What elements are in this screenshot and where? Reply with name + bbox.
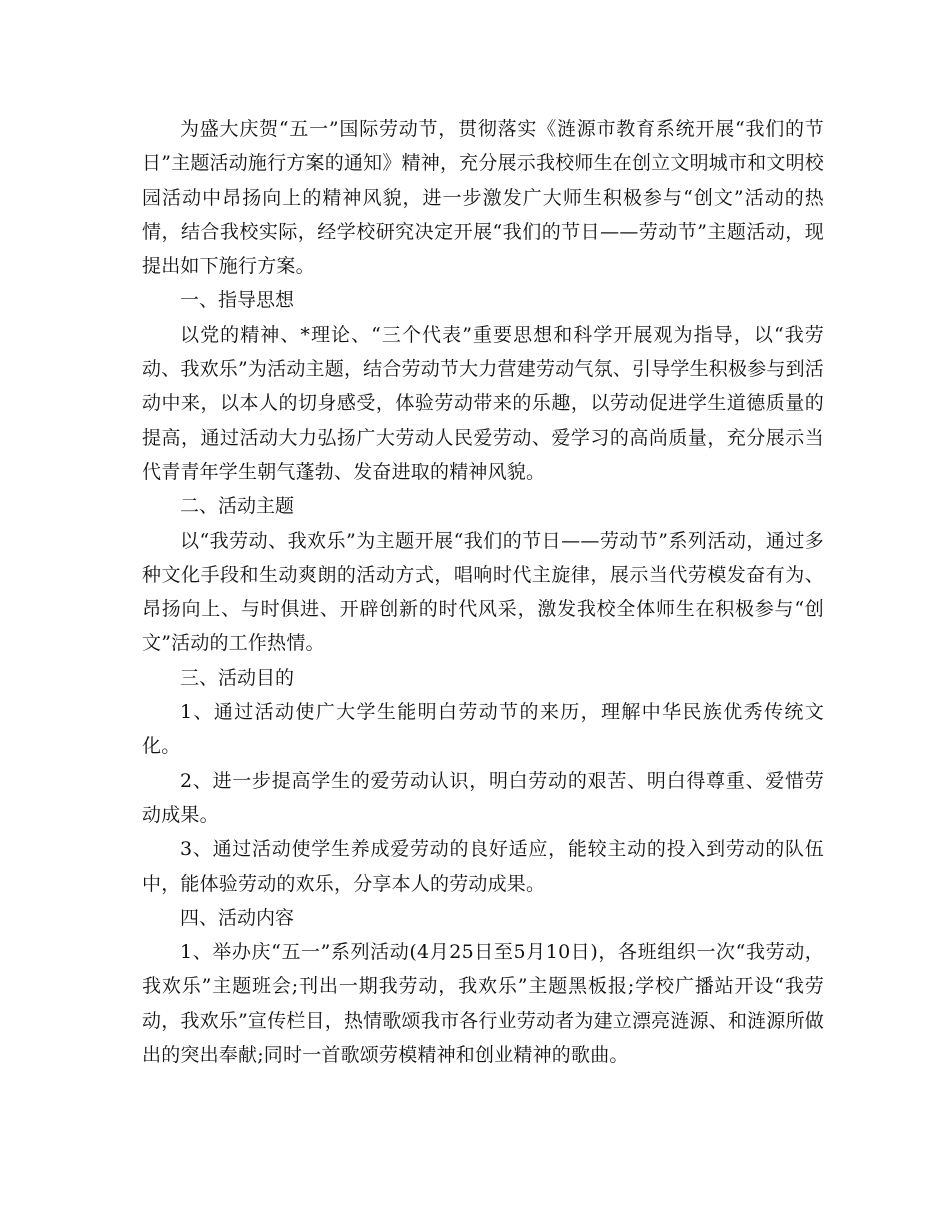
section-heading-activity-purpose: 三、活动目的 [180, 666, 295, 689]
purpose-item-3: 3、通过活动使学生养成爱劳动的良好适应，能较主动的投入到劳动的队伍中，能体验劳动的欢乐，分享本人的劳动成果。 [142, 838, 824, 895]
activity-theme-paragraph: 以“我劳动、我欢乐”为主题开展“我们的节日——劳动节”系列活动，通过多种文化手段和生动爽朗的活动方式，唱响时代主旋律，展示当代劳模发奋有为、昂扬向上、与时俱进、开辟创新的时代风采，激发我校全体师生在积极参与“创文”活动的工作热情。 [142, 529, 824, 655]
section-heading-activity-content: 四、活动内容 [180, 906, 295, 929]
guiding-ideology-paragraph: 以党的精神、*理论、“三个代表”重要思想和科学开展观为指导，以“我劳动、我欢乐”为活动主题，结合劳动节大力营建劳动气氛、引导学生积极参与到活动中来，以本人的切身感受，体验劳动带来的乐趣，以劳动促进学生道德质量的提高，通过活动大力弘扬广大劳动人民爱劳动、爱学习的高尚质量，充分展示当代青青年学生朝气蓬勃、发奋进取的精神风貌。 [142, 323, 824, 483]
section-heading-activity-theme: 二、活动主题 [180, 495, 295, 518]
intro-paragraph: 为盛大庆贺“五一”国际劳动节，贯彻落实《涟源市教育系统开展“我们的节日”主题活动施行方案的通知》精神，充分展示我校师生在创立文明城市和文明校园活动中昂扬向上的精神风貌，进一步激发广大师生积极参与“创文”活动的热情，结合我校实际，经学校研究决定开展“我们的节日——劳动节”主题活动，现提出如下施行方案。 [142, 118, 824, 278]
section-heading-guiding-ideology: 一、指导思想 [180, 289, 295, 312]
purpose-item-1: 1、通过活动使广大学生能明白劳动节的来历，理解中华民族优秀传统文化。 [142, 701, 824, 758]
purpose-item-2: 2、进一步提高学生的爱劳动认识，明白劳动的艰苦、明白得尊重、爱惜劳动成果。 [142, 769, 824, 826]
document-page [142, 112, 824, 1072]
content-item-1: 1、举办庆“五一”系列活动(4月25日至5月10日)，各班组织一次“我劳动，我欢乐”主题班会;刊出一期我劳动，我欢乐”主题黑板报;学校广播站开设“我劳动，我欢乐”宣传栏目，热情歌颂我市各行业劳动者为建立漂亮涟源、和涟源所做出的突出奉献;同时一首歌颂劳模精神和创业精神的歌曲。 [142, 941, 824, 1067]
